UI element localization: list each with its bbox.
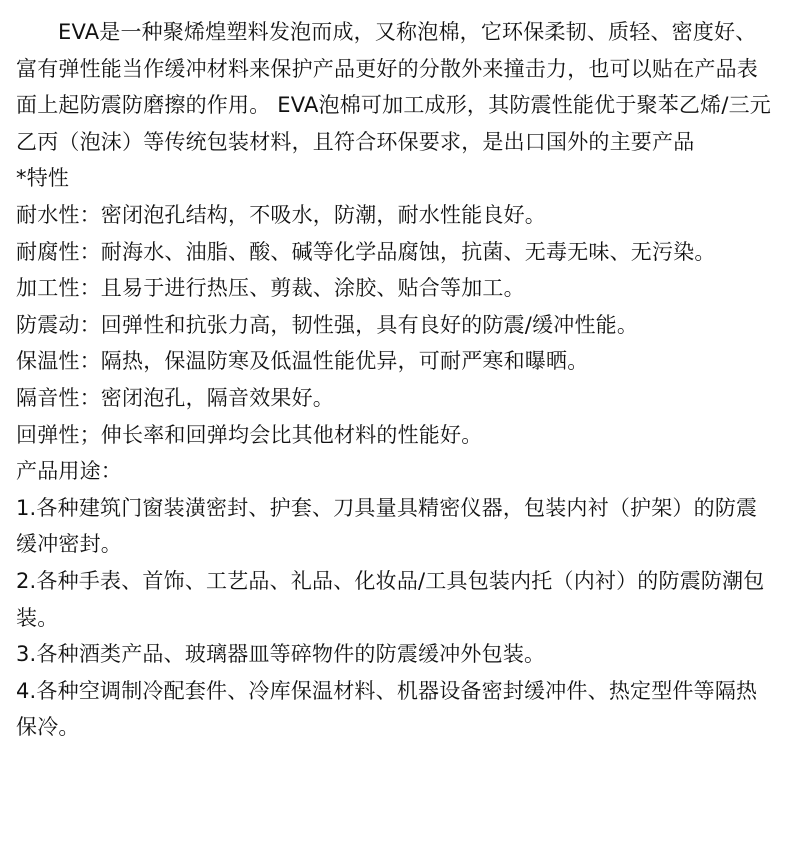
uses-heading: 产品用途： bbox=[16, 459, 122, 484]
use-item-2: 2.各种手表、首饰、工艺品、礼品、化妆品/工具包装内托（内衬）的防震防潮包装。 bbox=[16, 568, 765, 630]
use-item-1: 1.各种建筑门窗装潢密封、护套、刀具量具精密仪器，包装内衬（护架）的防震缓冲密封。 bbox=[16, 495, 758, 557]
feature-sound-insulation: 隔音性：密闭泡孔，隔音效果好。 bbox=[16, 385, 334, 410]
feature-processability: 加工性：且易于进行热压、剪裁、涂胶、贴合等加工。 bbox=[16, 276, 525, 301]
feature-thermal-insulation: 保温性：隔热，保温防寒及低温性能优异，可耐严寒和曝晒。 bbox=[16, 349, 589, 374]
features-heading: *特性 bbox=[16, 166, 70, 191]
feature-resilience: 回弹性；伸长率和回弹均会比其他材料的性能好。 bbox=[16, 422, 483, 447]
feature-corrosion-resistance: 耐腐性：耐海水、油脂、酸、碱等化学品腐蚀，抗菌、无毒无味、无污染。 bbox=[16, 239, 716, 264]
feature-shock-absorption: 防震动：回弹性和抗张力高，韧性强，具有良好的防震/缓冲性能。 bbox=[16, 312, 639, 337]
use-item-4: 4.各种空调制冷配套件、冷库保温材料、机器设备密封缓冲件、热定型件等隔热保冷。 bbox=[16, 678, 758, 740]
use-item-3: 3.各种酒类产品、玻璃器皿等碎物件的防震缓冲外包装。 bbox=[16, 642, 546, 667]
document-body bbox=[16, 14, 776, 746]
feature-water-resistance: 耐水性：密闭泡孔结构，不吸水，防潮，耐水性能良好。 bbox=[16, 202, 546, 227]
intro-paragraph: EVA是一种聚烯煌塑料发泡而成，又称泡棉，它环保柔韧、质轻、密度好、富有弹性能当作缓冲材料来保护产品更好的分散外来撞击力，也可以贴在产品表面上起防震防磨擦的作用。 EVA泡棉可加工成形，其防震性能优于聚苯乙烯/三元乙丙（泡沫）等传统包装材料，且符合环保要求，是出口国外的主要产品 bbox=[16, 20, 772, 154]
